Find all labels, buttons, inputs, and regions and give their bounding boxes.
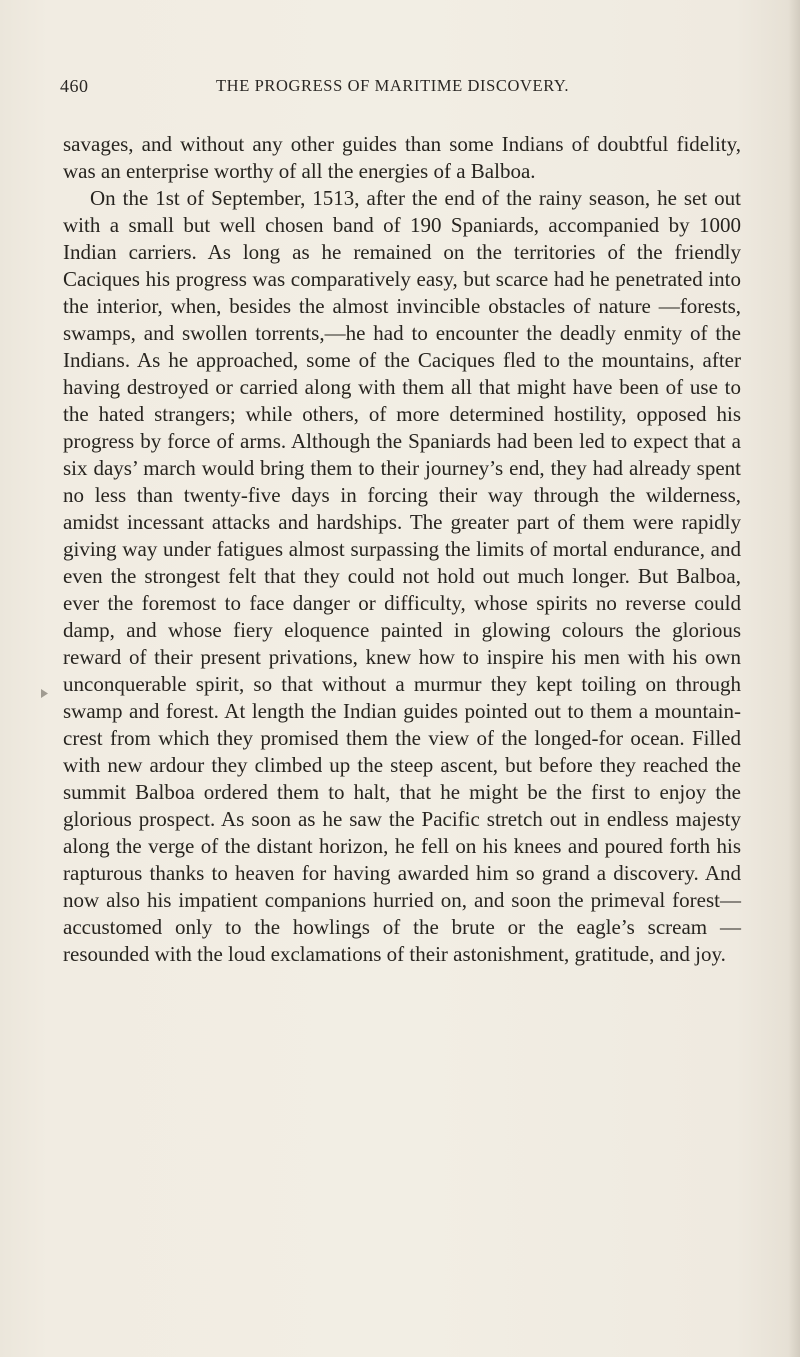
paragraph-continuation: savages, and without any other guides than some Indians of doubtful fidelity, was an enterprise worthy of all the energies of a Balboa. — [63, 132, 741, 183]
page-header — [60, 76, 740, 100]
page-number: 460 — [60, 76, 89, 96]
body-text — [63, 131, 741, 968]
paragraph-balboa-expedition: On the 1st of September, 1513, after the end of the rainy season, he set out with a small but well chosen band of 190 Spaniards, accompanied by 1000 Indian carriers. As long as he remained on the territories of the friendly Caciques his progress was comparatively easy, but scarce had he penetrated into the interior, when, besides the almost invincible obstacles of nature —forests, swamps, and swollen torrents,—he had to encounter the deadly enmity of the Indians. As he approached, some of the Caciques fled to the mountains, after having destroyed or carried along with them all that might have been of use to the hated strangers; while others, of more determined hostility, opposed his progress by force of arms. Although the Spaniards had been led to expect that a six days’ march would bring them to their journey’s end, they had already spent no less than twenty-five days in forcing their way through the wilderness, amidst incessant attacks and hardships. The greater part of them were rapidly giving way under fatigues almost surpassing the limits of mortal endurance, and even the strongest felt that they could not hold out much longer. But Balboa, ever the foremost to face danger or difficulty, whose spirits no reverse could damp, and whose fiery eloquence painted in glowing colours the glorious reward of their present privations, knew how to inspire his men with his own unconquerable spirit, so that without a murmur they kept toiling on through swamp and forest. At length the Indian guides pointed out to them a mountain-crest from which they promised them the view of the longed-for ocean. Filled with new ardour they climbed up the steep ascent, but before they reached the summit Balboa ordered them to halt, that he might be the first to enjoy the glorious prospect. As soon as he saw the Pacific stretch out in endless majesty along the verge of the distant horizon, he fell on his knees and poured forth his rapturous thanks to heaven for having awarded him so grand a discovery. And now also his impatient companions hurried on, and soon the primeval forest—accustomed only to the howlings of the brute or the eagle’s scream — resounded with the loud exclamations of their astonishment, gratitude, and joy. — [63, 186, 741, 966]
page-edge-shadow — [788, 0, 800, 1357]
running-head: THE PROGRESS OF MARITIME DISCOVERY. — [216, 76, 570, 95]
margin-mark-icon — [40, 688, 49, 699]
